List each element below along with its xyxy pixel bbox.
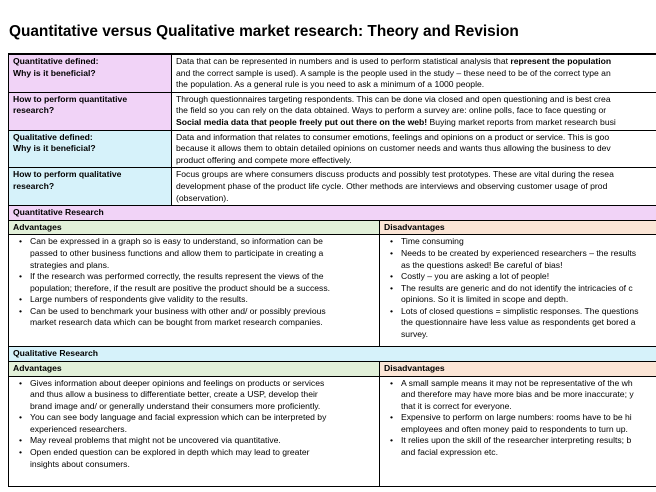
definition-text (172, 92, 656, 130)
definition-label (9, 168, 172, 206)
qualitative-heading: Qualitative Research (8, 347, 656, 362)
definition-text-line (176, 143, 656, 155)
definition-label-line: research? (13, 180, 55, 191)
bullet-item (401, 236, 656, 248)
definition-text-line (176, 132, 656, 144)
bullet-line: • The results are generic and do not identify the intricacies of c (401, 282, 633, 293)
definition-text-bold: Social media data that people freely put out there on the web! (176, 116, 428, 127)
definition-text-segment: product offering and compete more effectively. (176, 154, 352, 165)
definition-label (9, 130, 172, 168)
bullet-item (30, 294, 375, 306)
definition-text-segment: Data and information that relates to consumer emotions, feelings and opinions on a product or service. This is goo (176, 131, 610, 142)
definition-text-line (176, 79, 656, 91)
bullet-line: survey. (401, 329, 429, 340)
definition-text-line (176, 56, 656, 68)
definition-text-segment: Buying market reports from market research busi (427, 116, 616, 127)
bullet-line: and facial expression etc. (401, 447, 498, 458)
definition-label-line: Quantitative defined: (13, 56, 99, 66)
definition-label-line: How to perform quantitative (13, 93, 128, 104)
bullet-line: as the questions asked! Be careful of bias! (401, 259, 563, 270)
bullet-line: brand image and/ or generally understand their consumers more proficiently. (30, 400, 321, 411)
definition-text-line (176, 105, 656, 117)
definition-row (9, 92, 656, 130)
bullet-item (401, 412, 656, 435)
definition-text-line (176, 94, 656, 106)
bullet-item (401, 435, 656, 458)
definition-label-line: How to perform qualitative (13, 169, 122, 180)
bullet-line: • Open ended question can be explored in depth which may lead to greater (30, 447, 310, 458)
quantitative-advantages-header: Advantages (9, 221, 380, 235)
bullet-line: insights about consumers. (30, 458, 130, 469)
definition-label-line: Why is it beneficial? (13, 143, 96, 154)
qualitative-table (8, 362, 656, 487)
bullet-item (30, 378, 375, 413)
definition-text-segment: Data that can be represented in numbers and is used to perform statistical analysis that (176, 56, 511, 66)
definition-label-line: research? (13, 105, 55, 116)
quantitative-disadvantages-header: Disadvantages (380, 221, 656, 235)
qualitative-advantages-list (13, 378, 375, 471)
quantitative-heading: Quantitative Research (8, 206, 656, 221)
definition-text-segment: the population. As a general rule is you need to ask a minimum of a 1000 people. (176, 79, 485, 90)
definition-text-segment: the field so you can rely on the data obtained. Ways to perform a survey are: online polls, face to face questing or (176, 105, 607, 116)
definition-text-segment: Through questionnaires targeting respondents. This can be done via closed and open questioning and is best crea (176, 93, 611, 104)
quantitative-advantages-cell (9, 235, 380, 347)
bullet-item (30, 412, 375, 435)
bullet-line: • Can be expressed in a graph so is easy to understand, so information can be (30, 236, 323, 247)
bullet-line: that it is correct for everyone. (401, 400, 512, 411)
bullet-line: • Large numbers of respondents give validity to the results. (30, 294, 248, 305)
qualitative-advantages-header: Advantages (9, 362, 380, 376)
bullet-line: • Costly – you are asking a lot of people! (401, 271, 550, 282)
definition-text-segment: (observation). (176, 192, 229, 203)
bullet-item (30, 435, 375, 447)
bullet-line: • Can be used to benchmark your business with other and/ or possibly previous (30, 305, 326, 316)
qualitative-disadvantages-cell (380, 376, 656, 486)
bullet-line: and thus allow a business to differentiate better, create a USP, develop their (30, 389, 318, 400)
definition-text-line (176, 68, 656, 80)
definition-text-line (176, 155, 656, 167)
bullet-item (401, 283, 656, 306)
bullet-line: • It relies upon the skill of the researcher interpreting results; b (401, 435, 632, 446)
bullet-item (30, 447, 375, 470)
bullet-line: opinions. So it is limited in scope and depth. (401, 294, 569, 305)
bullet-line: market research data which can be bought from market research companies. (30, 317, 323, 328)
definition-text-line (176, 181, 656, 193)
quantitative-disadvantages-list (384, 236, 656, 340)
definition-label (9, 92, 172, 130)
bullet-line: • May reveal problems that might not be uncovered via quantitative. (30, 435, 281, 446)
definition-row (9, 168, 656, 206)
bullet-line: • Lots of closed questions = simplistic responses. The questions (401, 305, 639, 316)
bullet-line: the questionnaire have less value as respondents get bored a (401, 317, 636, 328)
quantitative-disadvantages-cell (380, 235, 656, 347)
bullet-item (30, 306, 375, 329)
definition-text-segment: Focus groups are where consumers discuss products and possibly test prototypes. These are vital during the resea (176, 169, 614, 180)
definition-text-line (176, 169, 656, 181)
bullet-item (401, 378, 656, 413)
bullet-item (30, 236, 375, 271)
bullet-item (401, 306, 656, 341)
page-title: Quantitative versus Qualitative market research: Theory and Revision (9, 23, 519, 40)
definition-text (172, 130, 656, 168)
bullet-line: population; therefore, if the result are positive the product should be a success. (30, 282, 331, 293)
bullet-line: • Time consuming (401, 236, 464, 247)
qualitative-disadvantages-list (384, 378, 656, 459)
definition-text (172, 55, 656, 93)
definition-label-line: Qualitative defined: (13, 131, 93, 142)
qualitative-advantages-cell (9, 376, 380, 486)
bullet-item (401, 248, 656, 271)
definition-label (9, 55, 172, 93)
bullet-line: employees and often money paid to respondents to turn up. (401, 423, 628, 434)
definition-label-line: Why is it beneficial? (13, 67, 96, 78)
definitions-table (8, 54, 656, 206)
quantitative-advantages-list (13, 236, 375, 329)
bullet-line: strategies and plans. (30, 259, 110, 270)
bullet-line: experienced researchers. (30, 423, 127, 434)
definition-text-bold: represent the population (510, 56, 612, 66)
definition-text (172, 168, 656, 206)
bullet-line: • A small sample means it may not be representative of the wh (401, 377, 633, 388)
bullet-item (30, 271, 375, 294)
definition-row (9, 130, 656, 168)
bullet-line: • Needs to be created by experienced researchers – the results (401, 247, 637, 258)
definition-text-line (176, 117, 656, 129)
bullet-line: • Expensive to perform on large numbers: rooms have to be hi (401, 412, 632, 423)
definition-text-line (176, 193, 656, 205)
bullet-line: • If the research was performed correctly, the results represent the views of the (30, 271, 324, 282)
definition-row (9, 55, 656, 93)
definition-text-segment: because it allows them to obtain detailed opinions on customer needs and wants thus allowing the business to dev (176, 143, 611, 154)
bullet-line: and therefore may have more bias and be more inaccurate; y (401, 389, 634, 400)
revision-sheet (8, 53, 656, 487)
bullet-line: passed to other business functions and allow them to participate in creating a (30, 247, 324, 258)
definition-text-segment: and the correct sample is used). A sample is the people used in the study – these need to be of the correct type an (176, 67, 611, 78)
quantitative-table (8, 221, 656, 348)
qualitative-disadvantages-header: Disadvantages (380, 362, 656, 376)
definition-text-segment: development phase of the product life cycle. Other methods are interviews and observing customer usage of prod (176, 180, 608, 191)
bullet-item (401, 271, 656, 283)
bullet-line: • Gives information about deeper opinions and feelings on products or services (30, 377, 325, 388)
bullet-line: • You can see body language and facial expression which can be interpreted by (30, 412, 327, 423)
